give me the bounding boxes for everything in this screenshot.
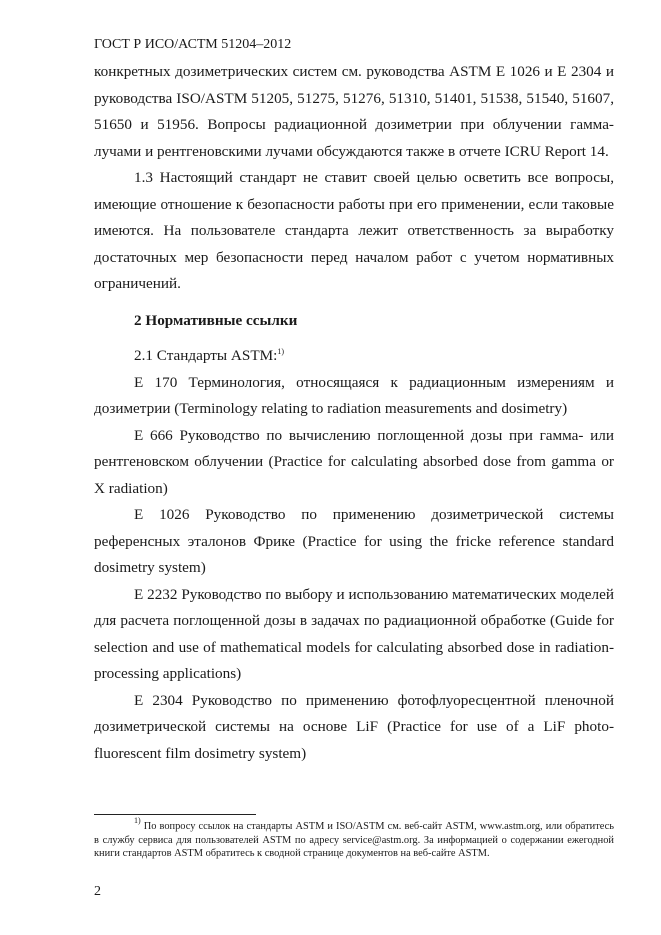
reference-e1026: E 1026 Руководство по применению дозиметрической системы референсных эталонов Фрике (Practice for using the fricke reference standard dosimetry system) — [94, 506, 614, 576]
section-heading: 2 Нормативные ссылки — [134, 311, 298, 329]
reference-e170: E 170 Терминология, относящаяся к радиационным измерениям и дозиметрии (Terminology relating to radiation measurements and dosimetry) — [94, 373, 614, 417]
paragraph-2-1 — [94, 343, 614, 370]
page-number: 2 — [94, 884, 101, 899]
document-header: ГОСТ Р ИСО/АСТМ 51204–2012 — [94, 37, 292, 52]
paragraph-2-1-text: 2.1 Стандарты ASTM: — [134, 347, 278, 364]
footnote-text: По вопросу ссылок на стандарты ASTM и ISO/ASTM см. веб-сайт ASTM, www.astm.org, или обратитесь в службу сервиса для пользователей ASTM по адресу service@astm.org. За информацией о содержании ежегодной книги стандартов ASTM обратитесь к сводной странице документов на веб-сайте ASTM. — [94, 821, 614, 859]
reference-e666: E 666 Руководство по вычислению поглощенной дозы при гамма- или рентгеновском облучении (Practice for calculating absorbed dose from gamma or X radiation) — [94, 426, 614, 497]
footnote-marker: 1) — [134, 816, 141, 825]
footnote-divider — [94, 814, 256, 815]
reference-e2232: E 2232 Руководство по выбору и использованию математических моделей для расчета поглощенной дозы в задачах по радиационной обработке (Guide for selection and use of mathematical models for calculating absorbed dose in radiation-processing applications) — [94, 585, 614, 682]
footnote — [94, 816, 614, 861]
page-body — [94, 59, 614, 767]
footnote-ref: 1) — [277, 347, 284, 356]
paragraph-1-3: 1.3 Настоящий стандарт не ставит своей целью осветить все вопросы, имеющие отношение к безопасности работы при его применении, если таковые имеются. На пользователе стандарта лежит ответственность за выработку достаточных мер безопасности перед началом работ с учетом нормативных ограничений. — [94, 169, 614, 292]
paragraph-continued: конкретных дозиметрических систем см. руководства ASTM E 1026 и E 2304 и руководства ISO/ASTM 51205, 51275, 51276, 51310, 51401, 51538, 51540, 51607, 51650 и 51956. Вопросы радиационной дозиметрии при облучении гамма-лучами и рентгеновскими лучами обсуждаются также в отчете ICRU Report 14. — [94, 63, 614, 160]
reference-e2304: E 2304 Руководство по применению фотофлуоресцентной пленочной дозиметрической системы на основе LiF (Practice for use of a LiF photo-fluorescent film dosimetry system) — [94, 691, 614, 762]
